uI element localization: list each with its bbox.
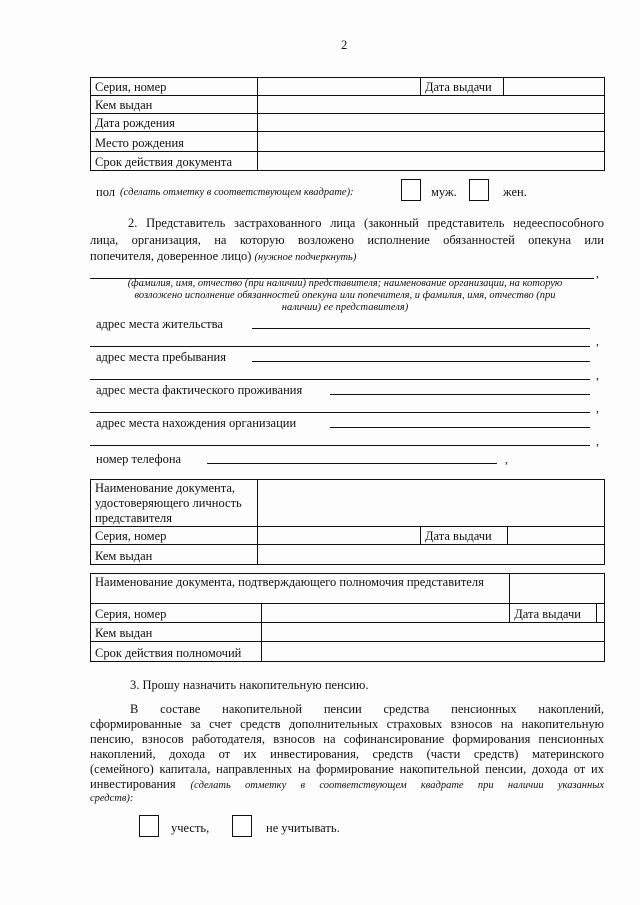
authority-issue-date-label: Дата выдачи xyxy=(510,604,597,623)
residence-label: адрес места жительства xyxy=(96,317,223,331)
authority-doc-name-field[interactable] xyxy=(510,574,605,604)
stay-line1[interactable] xyxy=(252,361,590,362)
actual-address-label: адрес места фактического проживания xyxy=(96,383,303,397)
section3-para-l4: накоплений, дохода от их инвестирования, средств (части средств) материнского xyxy=(90,747,604,761)
residence-line2[interactable] xyxy=(90,346,590,347)
take-into-account-checkbox[interactable] xyxy=(139,815,159,837)
page-number: 2 xyxy=(341,38,348,52)
stay-label: адрес места пребывания xyxy=(96,350,226,364)
authority-document-table xyxy=(90,573,605,662)
authority-validity-label: Срок действия полномочий xyxy=(91,642,262,662)
stay-line2[interactable] xyxy=(90,379,590,380)
gender-hint: (сделать отметку в соответствующем квадрате): xyxy=(120,187,354,198)
issue-date-field[interactable] xyxy=(504,78,605,96)
residence-comma: , xyxy=(596,334,599,348)
authority-doc-name-text: Наименование документа, подтверждающего полномочия представителя xyxy=(95,575,484,589)
rep-issued-by-label: Кем выдан xyxy=(91,545,258,565)
org-address-label: адрес места нахождения организации xyxy=(96,416,297,430)
section2-line3 xyxy=(90,249,356,265)
validity-label: Срок действия документа xyxy=(91,152,258,171)
name-hint-line2: возложено исполнение обязанностей опекуна или попечителя, и фамилия, имя, отчество (при xyxy=(134,290,556,301)
rep-issue-date-field[interactable] xyxy=(508,527,605,545)
section3-title: 3. Прошу назначить накопительную пенсию. xyxy=(130,678,369,692)
actual-address-line2[interactable] xyxy=(90,412,590,413)
authority-series-label: Серия, номер xyxy=(91,604,262,623)
not-take-into-account-label: не учитывать. xyxy=(266,821,340,835)
not-take-into-account-checkbox[interactable] xyxy=(232,815,252,837)
validity-field[interactable] xyxy=(258,152,605,171)
identity-document-table xyxy=(90,77,605,171)
section2-line1: 2. Представитель застрахованного лица (законный представитель недееспособного xyxy=(128,216,604,230)
stay-comma: , xyxy=(596,368,599,382)
residence-line1[interactable] xyxy=(252,328,590,329)
section3-para-l7-hint: средств): xyxy=(90,793,134,804)
male-checkbox[interactable] xyxy=(401,179,421,201)
phone-comma: , xyxy=(505,452,508,466)
actual-address-comma: , xyxy=(596,401,599,415)
section3-para-l6-text: инвестирования xyxy=(90,777,176,791)
section3-para-l2: сформированные за счет средств дополнительных страховых взносов на накопительную xyxy=(90,717,604,731)
section3-para-l1: В составе накопительной пенсии средства пенсионных накоплений, xyxy=(130,702,604,716)
section2-line3-hint: (нужное подчеркнуть) xyxy=(254,252,357,263)
authority-issued-by-label: Кем выдан xyxy=(91,623,262,642)
org-address-line2[interactable] xyxy=(90,445,590,446)
representative-name-comma: , xyxy=(596,266,599,280)
issue-date-label: Дата выдачи xyxy=(421,78,504,96)
female-label: жен. xyxy=(503,185,527,199)
female-checkbox[interactable] xyxy=(469,179,489,201)
actual-address-line1[interactable] xyxy=(330,394,590,395)
org-address-comma: , xyxy=(596,434,599,448)
series-label: Серия, номер xyxy=(91,78,258,96)
section2-line3-text: попечителя, доверенное лицо) xyxy=(90,249,252,263)
authority-validity-field[interactable] xyxy=(262,642,605,662)
rep-doc-name-field[interactable] xyxy=(258,480,605,527)
section3-para-l5: (семейного) капитала, направленных на формирование накопительной пенсии, дохода от их xyxy=(90,762,604,776)
authority-series-field[interactable] xyxy=(262,604,510,623)
birth-place-label: Место рождения xyxy=(91,132,258,152)
rep-doc-name-label xyxy=(91,480,258,527)
section3-para-l6-hint: (сделать отметку в соответствующем квадрате при наличии указанных xyxy=(190,780,604,791)
rep-issued-by-field[interactable] xyxy=(258,545,605,565)
authority-issued-by-field[interactable] xyxy=(262,623,605,642)
rep-series-field[interactable] xyxy=(258,527,421,545)
birth-date-label: Дата рождения xyxy=(91,114,258,132)
section3-para-l3: пенсию, взносов работодателя, взносов на софинансирование формирования пенсионных xyxy=(90,732,604,746)
section3-para-l6 xyxy=(90,777,604,793)
rep-issue-date-label: Дата выдачи xyxy=(421,527,508,545)
rep-series-label: Серия, номер xyxy=(91,527,258,545)
birth-date-field[interactable] xyxy=(258,114,605,132)
authority-issue-date-field[interactable] xyxy=(597,604,605,623)
section2-line2: лица, организация, на которую возложено исполнение обязанностей опекуна или xyxy=(90,233,604,247)
rep-doc-name-text: Наименование документа, удостоверяющего личность представителя xyxy=(95,481,242,525)
issued-by-field[interactable] xyxy=(258,96,605,114)
male-label: муж. xyxy=(431,185,457,199)
birth-place-field[interactable] xyxy=(258,132,605,152)
name-hint-line3: наличии) ее представителя) xyxy=(281,302,409,313)
phone-label: номер телефона xyxy=(96,452,182,466)
org-address-line1[interactable] xyxy=(330,427,590,428)
authority-doc-name-label xyxy=(91,574,510,604)
phone-line[interactable] xyxy=(207,463,497,464)
representative-document-table xyxy=(90,479,605,565)
take-into-account-label: учесть, xyxy=(171,821,210,835)
series-field[interactable] xyxy=(258,78,421,96)
gender-label: пол xyxy=(96,185,116,199)
name-hint-line1: (фамилия, имя, отчество (при наличии) представителя; наименование организации, на которую xyxy=(127,278,563,289)
issued-by-label: Кем выдан xyxy=(91,96,258,114)
